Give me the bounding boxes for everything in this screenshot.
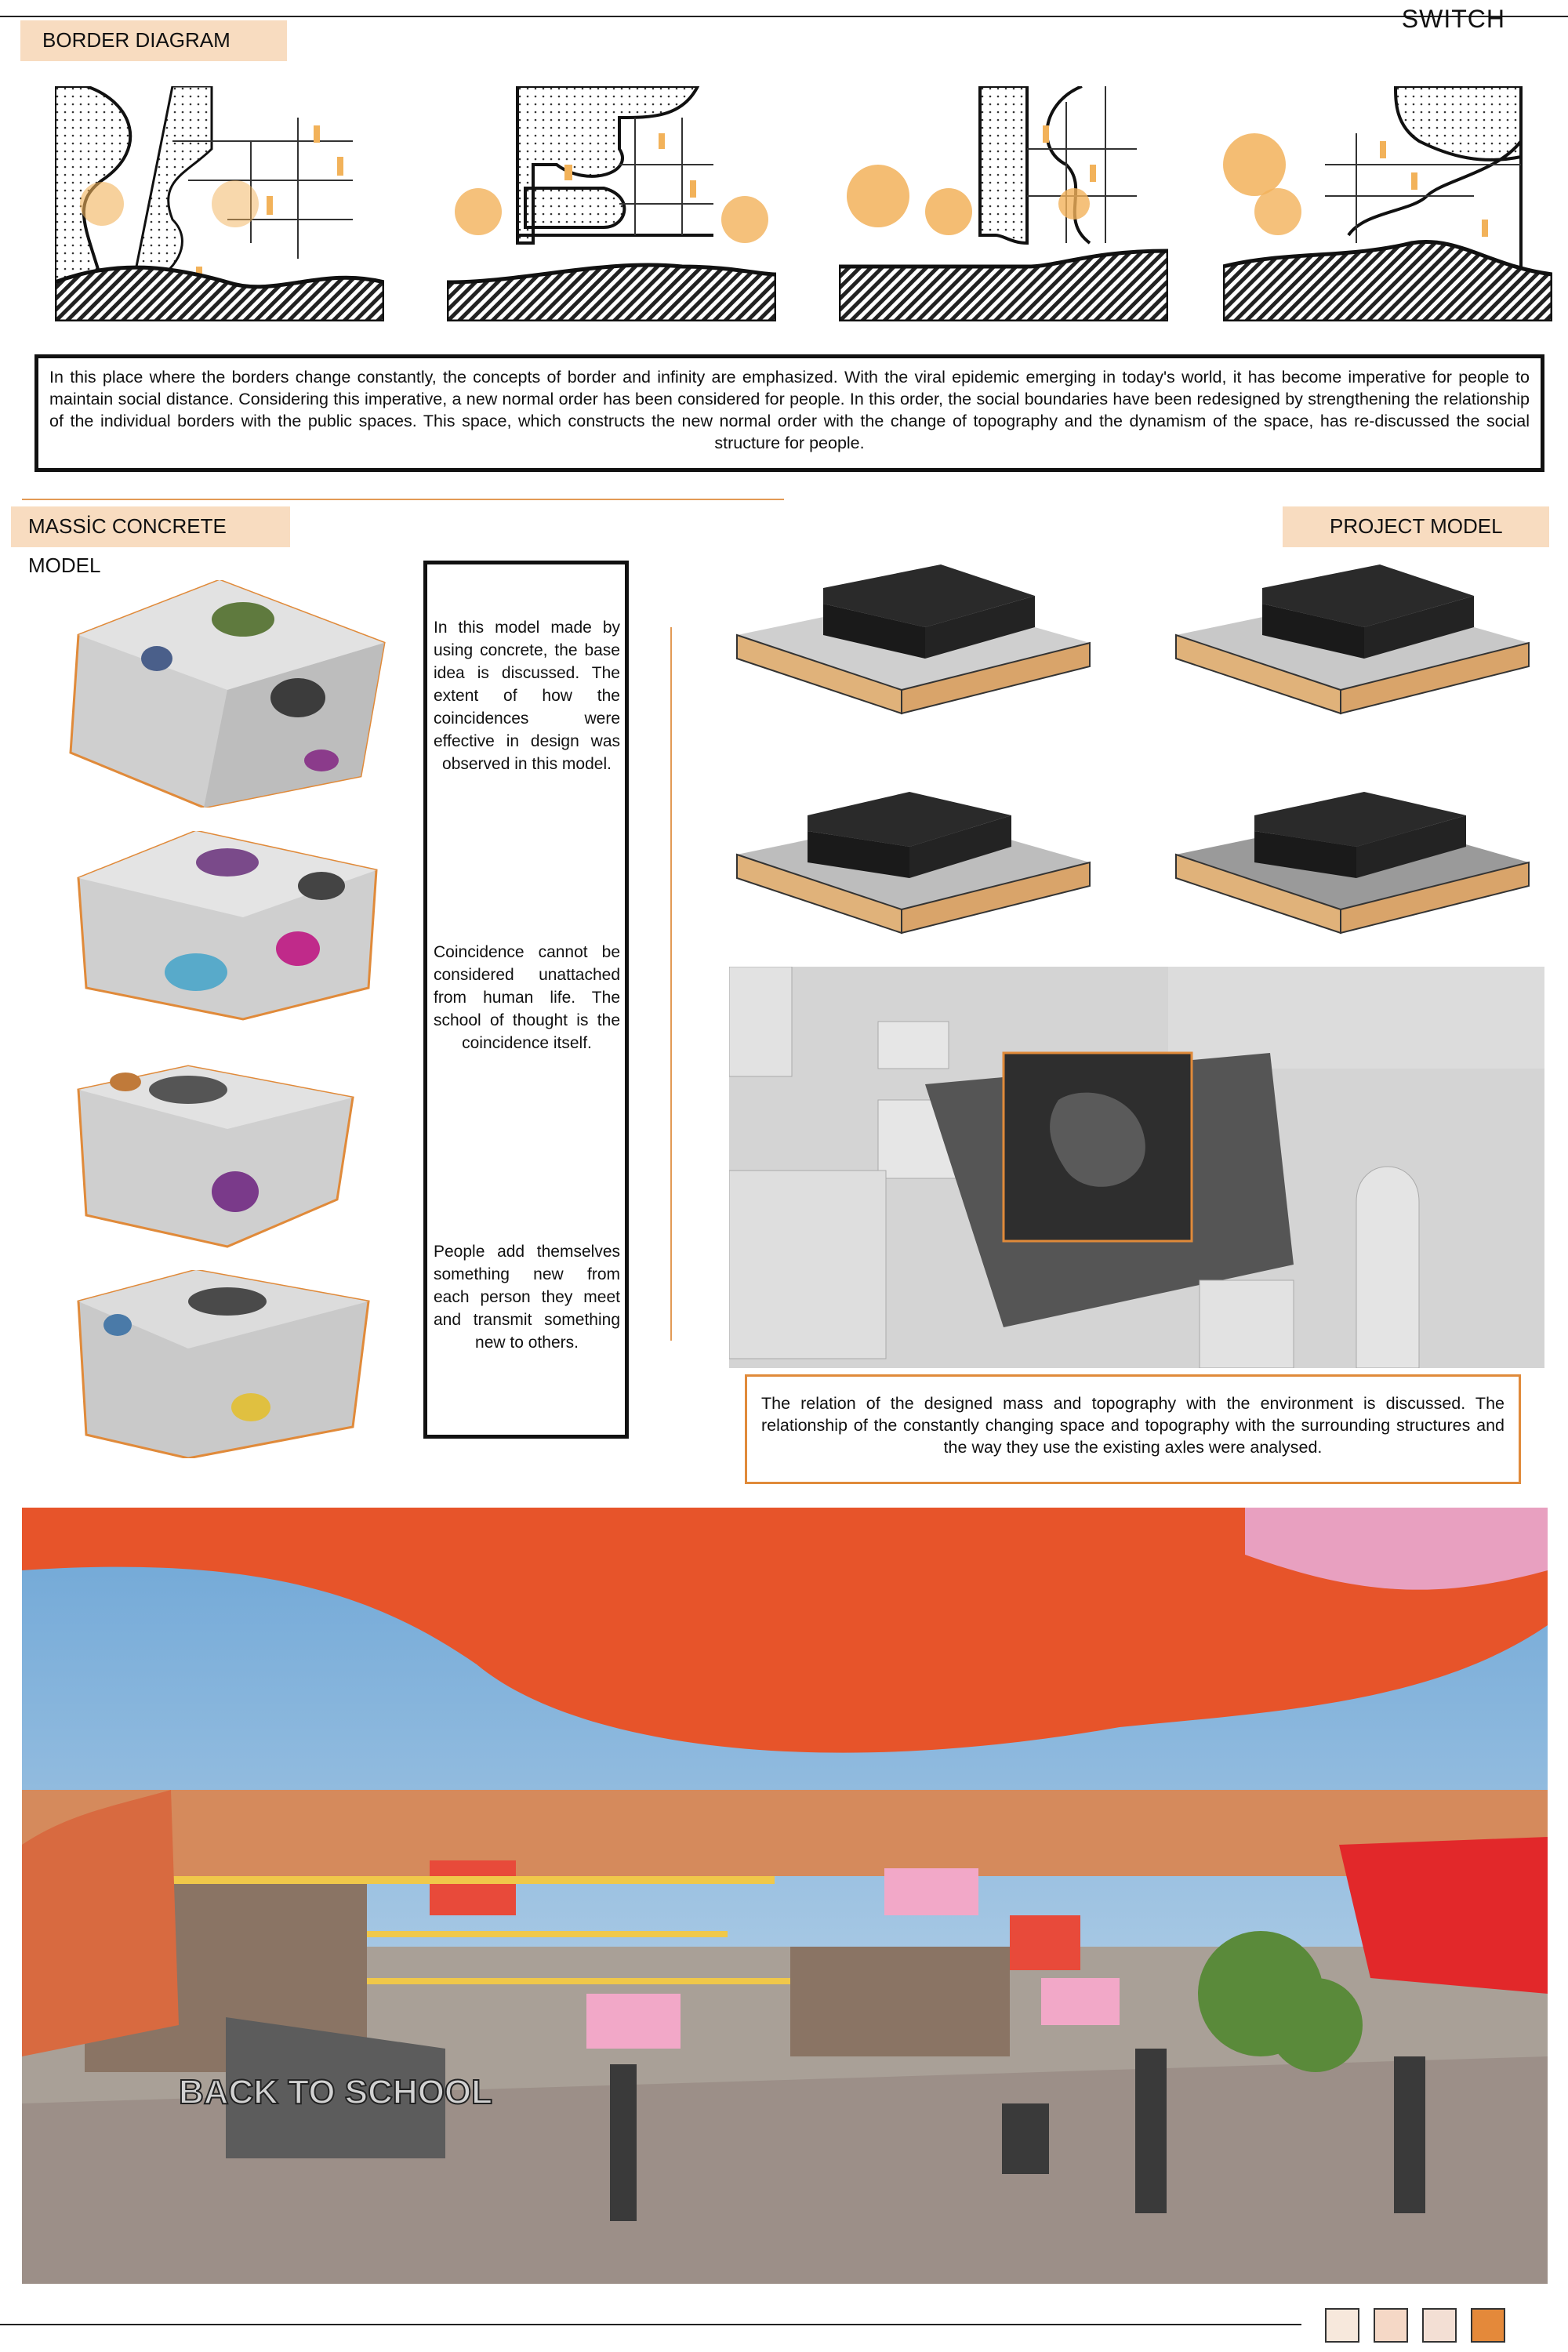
concrete-model-text-2: Coincidence cannot be considered unattached from human life. The school of thought is the coincidence itself. — [434, 943, 620, 1052]
border-diagram-1 — [55, 86, 384, 321]
border-diagram-2 — [447, 86, 776, 321]
concrete-model-text-3: People add themselves something new from each person they meet and transmit something new to others. — [434, 1243, 620, 1352]
border-diagram-description: In this place where the borders change constantly, the concepts of border and infinity are emphasized. With the viral epidemic emerging in today's world, it has become imperative for people to maintain social distance. Considering this imperative, a new normal order has been considered for people. In this order, the social boundaries have been redesigned by strengthening the relationship of the individual borders with the public spaces. This space, which constructs the new normal order with the change of topography and the dynamism of the space, has re-discussed the social structure for people. — [34, 354, 1544, 472]
graffiti-text: BACK TO SCHOOL — [178, 2073, 493, 2111]
top-rule — [0, 16, 1568, 17]
project-model-caption: The relation of the designed mass and topography with the environment is discussed. The relationship of the constantly changing space and topography with the surrounding structures and the way they use the existing axles were analysed. — [745, 1374, 1521, 1484]
concrete-model-photo-1 — [63, 580, 392, 808]
project-model-photo-1 — [729, 564, 1098, 737]
column-divider — [670, 627, 672, 1341]
border-diagram-3 — [839, 86, 1168, 321]
color-swatch-4 — [1471, 2308, 1505, 2343]
color-swatch-1 — [1325, 2308, 1359, 2343]
concrete-model-photo-2 — [63, 831, 392, 1027]
courtyard-rendering — [22, 1508, 1548, 2284]
project-model-photo-3 — [729, 784, 1098, 956]
concrete-model-photo-3 — [71, 1058, 368, 1254]
site-model-plan-photo — [729, 967, 1544, 1368]
section-divider — [22, 499, 784, 500]
concrete-model-photo-4 — [71, 1270, 376, 1458]
project-model-photo-2 — [1168, 564, 1537, 737]
border-diagram-label: BORDER DIAGRAM — [20, 20, 287, 61]
border-diagram-4 — [1223, 86, 1552, 321]
project-model-label: PROJECT MODEL — [1283, 506, 1549, 547]
page-title: SWITCH — [1401, 5, 1505, 33]
concrete-model-text-1: In this model made by using concrete, the base idea is discussed. The extent of how the coincidences were effective in design was observed in this model. — [434, 619, 620, 773]
color-swatch-2 — [1374, 2308, 1408, 2343]
bottom-rule — [0, 2324, 1301, 2325]
concrete-model-label: MASSİC CONCRETE MODEL — [11, 506, 290, 547]
color-swatch-3 — [1422, 2308, 1457, 2343]
project-model-photo-4 — [1168, 784, 1537, 956]
concrete-model-textbox — [423, 561, 629, 1439]
